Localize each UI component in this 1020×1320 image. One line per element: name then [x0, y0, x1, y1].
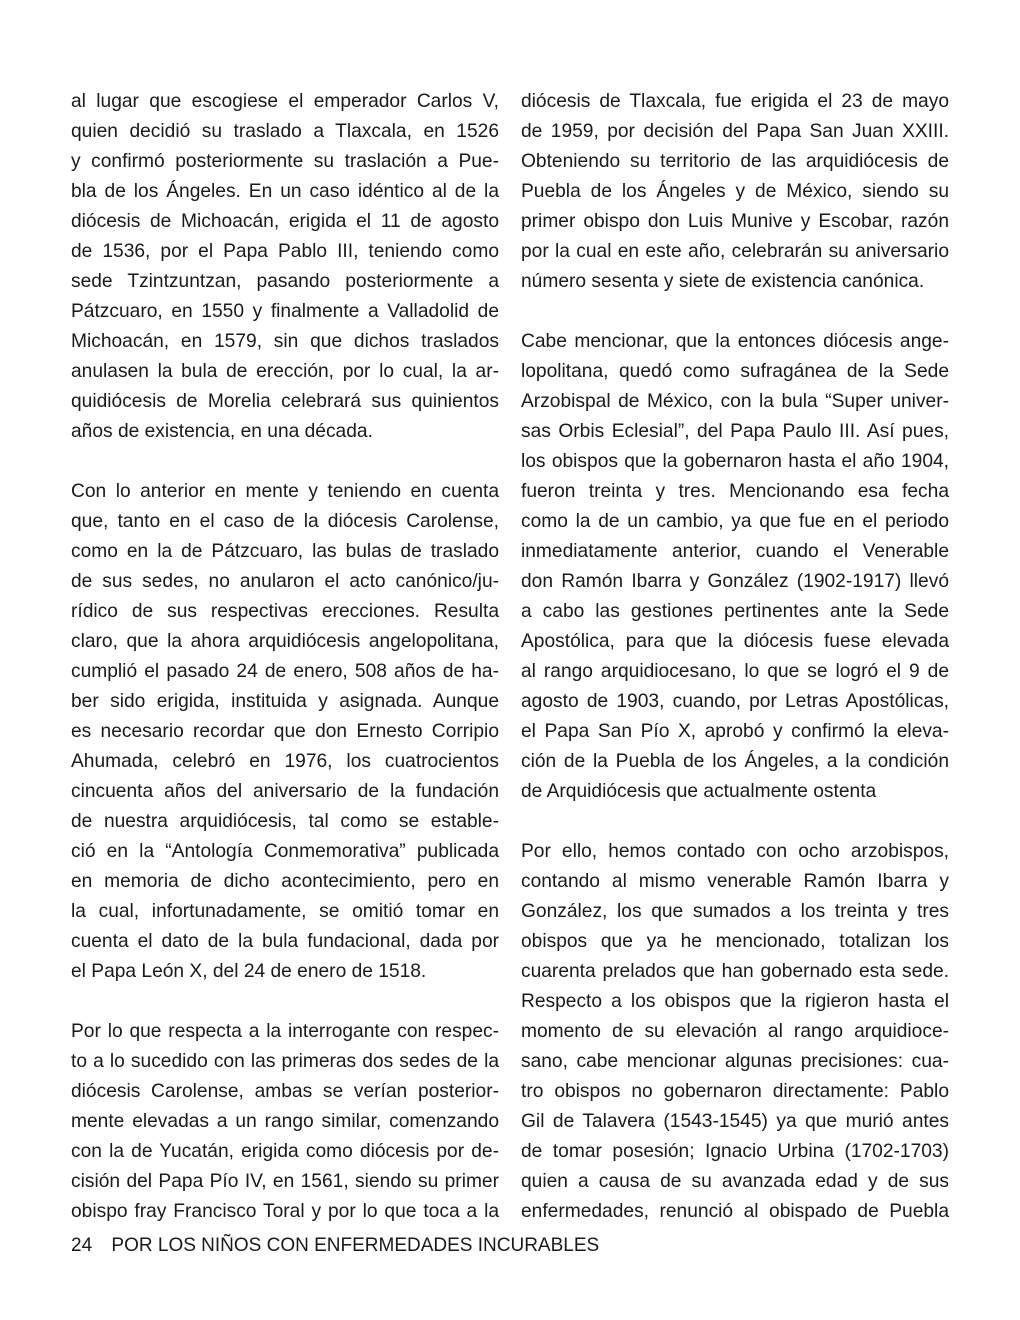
text-line: con la de Yucatán, erigida como diócesis por de-: [71, 1141, 499, 1162]
text-line: ció en la “Antología Conmemorativa” publicada: [71, 841, 499, 862]
text-line: anulasen la bula de erección, por lo cual, la ar-: [71, 361, 499, 382]
text-line: sede Tzintzuntzan, pasando posteriormente a: [71, 271, 499, 292]
text-line: ción de la Puebla de los Ángeles, a la condición: [521, 751, 949, 772]
text-line: de 1536, por el Papa Pablo III, teniendo como: [71, 241, 499, 262]
text-line: momento de su elevación al rango arquidioce-: [521, 1021, 949, 1042]
text-line: González, los que sumados a los treinta y tres: [521, 901, 949, 922]
text-line: los obispos que la gobernaron hasta el año 1904,: [521, 451, 949, 472]
text-line: cuenta el dato de la bula fundacional, dada por: [71, 931, 499, 952]
text-line: de 1959, por decisión del Papa San Juan XXIII.: [521, 121, 949, 142]
text-line: que, tanto en el caso de la diócesis Carolense,: [71, 511, 499, 532]
text-line: Con lo anterior en mente y teniendo en cuenta: [71, 481, 499, 502]
text-line: sas Orbis Eclesial”, del Papa Paulo III. Así pues,: [521, 421, 949, 442]
right-column: [521, 87, 949, 1227]
text-line: cumplió el pasado 24 de enero, 508 años de ha-: [71, 661, 499, 682]
text-line: obispos que ya he mencionado, totalizan los: [521, 931, 949, 952]
text-line: y confirmó posteriormente su traslación a Pue-: [71, 151, 499, 172]
text-line: quien a causa de su avanzada edad y de sus: [521, 1171, 949, 1192]
text-line: al lugar que escogiese el emperador Carlos V,: [71, 91, 499, 112]
text-line: al rango arquidiocesano, lo que se logró el 9 de: [521, 661, 949, 682]
body-paragraph: [521, 87, 949, 297]
text-line: enfermedades, renunció al obispado de Puebla: [521, 1201, 949, 1222]
text-line: Gil de Talavera (1543-1545) ya que murió antes: [521, 1111, 949, 1132]
text-line: es necesario recordar que don Ernesto Corripio: [71, 721, 499, 742]
text-line: diócesis de Michoacán, erigida el 11 de agosto: [71, 211, 499, 232]
text-line: agosto de 1903, cuando, por Letras Apostólicas,: [521, 691, 949, 712]
text-line: claro, que la ahora arquidiócesis angelopolitana,: [71, 631, 499, 652]
text-line: fueron treinta y tres. Mencionando esa fecha: [521, 481, 949, 502]
publication-title: POR LOS NIÑOS CON ENFERMEDADES INCURABLES: [111, 1235, 600, 1256]
text-line: número sesenta y siete de existencia canónica.: [521, 271, 925, 292]
text-line: el Papa León X, del 24 de enero de 1518.: [71, 961, 427, 982]
text-line: don Ramón Ibarra y González (1902-1917) llevó: [521, 571, 949, 592]
text-line: a cabo las gestiones pertinentes ante la Sede: [521, 601, 949, 622]
text-line: en memoria de dicho acontecimiento, pero en: [71, 871, 499, 892]
body-paragraph: [71, 1017, 499, 1227]
body-paragraph: [71, 87, 499, 447]
left-column: [71, 87, 499, 1227]
text-line: por la cual en este año, celebrarán su aniversario: [521, 241, 949, 262]
paragraph-spacer: [521, 297, 949, 327]
text-line: contando al mismo venerable Ramón Ibarra y: [521, 871, 949, 892]
text-line: Por ello, hemos contado con ocho arzobispos,: [521, 841, 949, 862]
text-line: cuarenta prelados que han gobernado esta sede.: [521, 961, 949, 982]
text-line: Arzobispal de México, con la bula “Super univer-: [521, 391, 949, 412]
text-line: sano, cabe mencionar algunas precisiones: cua-: [521, 1051, 949, 1072]
text-line: mente elevadas a un rango similar, comenzando: [71, 1111, 499, 1132]
text-line: tro obispos no gobernaron directamente: Pablo: [521, 1081, 949, 1102]
text-line: quien decidió su traslado a Tlaxcala, en 1526: [71, 121, 499, 142]
text-line: de nuestra arquidiócesis, tal como se estable-: [71, 811, 499, 832]
text-line: bla de los Ángeles. En un caso idéntico al de la: [71, 181, 499, 202]
text-line: quidiócesis de Morelia celebrará sus quinientos: [71, 391, 499, 412]
text-line: Por lo que respecta a la interrogante con respec-: [71, 1021, 499, 1042]
text-line: Obteniendo su territorio de las arquidiócesis de: [521, 151, 949, 172]
text-line: como en la de Pátzcuaro, las bulas de traslado: [71, 541, 499, 562]
page-number: 24: [71, 1235, 93, 1256]
text-line: obispo fray Francisco Toral y por lo que toca a la: [71, 1201, 499, 1222]
text-line: Cabe mencionar, que la entonces diócesis ange-: [521, 331, 949, 352]
paragraph-spacer: [71, 987, 499, 1017]
text-line: Puebla de los Ángeles y de México, siendo su: [521, 181, 949, 202]
text-line: cisión del Papa Pío IV, en 1561, siendo su primer: [71, 1171, 499, 1192]
text-line: Michoacán, en 1579, sin que dichos traslados: [71, 331, 499, 352]
text-line: diócesis de Tlaxcala, fue erigida el 23 de mayo: [521, 91, 949, 112]
text-line: Ahumada, celebró en 1976, los cuatrocientos: [71, 751, 499, 772]
text-line: Pátzcuaro, en 1550 y finalmente a Valladolid de: [71, 301, 499, 322]
text-line: cincuenta años del aniversario de la fundación: [71, 781, 499, 802]
text-line: Respecto a los obispos que la rigieron hasta el: [521, 991, 949, 1012]
text-line: rídico de sus respectivas erecciones. Resulta: [71, 601, 499, 622]
text-line: lopolitana, quedó como sufragánea de la Sede: [521, 361, 949, 382]
body-paragraph: [521, 837, 949, 1227]
text-line: to a lo sucedido con las primeras dos sedes de la: [71, 1051, 499, 1072]
page-footer: [71, 1234, 599, 1258]
text-line: de Arquidiócesis que actualmente ostenta: [521, 781, 877, 802]
body-paragraph: [71, 477, 499, 987]
text-line: inmediatamente anterior, cuando el Venerable: [521, 541, 949, 562]
text-line: la cual, infortunadamente, se omitió tomar en: [71, 901, 499, 922]
paragraph-spacer: [521, 807, 949, 837]
text-line: de tomar posesión; Ignacio Urbina (1702-1703): [521, 1141, 949, 1162]
text-line: diócesis Carolense, ambas se verían posterior-: [71, 1081, 499, 1102]
text-line: primer obispo don Luis Munive y Escobar, razón: [521, 211, 949, 232]
paragraph-spacer: [71, 447, 499, 477]
text-line: Apostólica, para que la diócesis fuese elevada: [521, 631, 949, 652]
text-line: de sus sedes, no anularon el acto canónico/ju-: [71, 571, 499, 592]
text-line: ber sido erigida, instituida y asignada. Aunque: [71, 691, 499, 712]
text-line: el Papa San Pío X, aprobó y confirmó la eleva-: [521, 721, 949, 742]
text-line: años de existencia, en una década.: [71, 421, 373, 442]
text-line: como la de un cambio, ya que fue en el periodo: [521, 511, 949, 532]
body-paragraph: [521, 327, 949, 807]
